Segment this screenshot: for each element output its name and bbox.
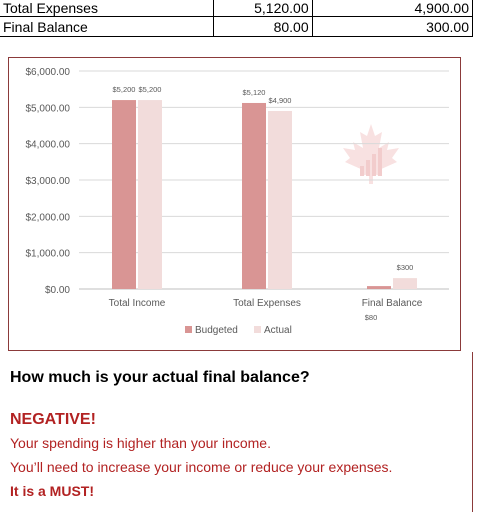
legend-swatch (254, 326, 261, 333)
data-label: $5,120 (242, 87, 266, 97)
data-label: $4,900 (268, 95, 292, 105)
explanation-line: Your spending is higher than your income. (10, 435, 271, 451)
y-tick-label: $4,000.00 (25, 139, 70, 151)
bar (112, 100, 136, 289)
legend-swatch (185, 326, 192, 333)
emphasis-line: It is a MUST! (10, 483, 95, 499)
bar (242, 103, 266, 289)
data-label: $5,200 (138, 85, 162, 95)
row-budgeted[interactable]: 5,120.00 (213, 0, 312, 17)
table-row (0, 0, 473, 17)
row-actual[interactable]: 4,900.00 (312, 0, 472, 17)
row-actual[interactable]: 300.00 (312, 17, 472, 37)
y-tick-label: $1,000.00 (25, 248, 70, 260)
data-label: $300 (396, 263, 414, 273)
verdict-label: NEGATIVE! (10, 411, 96, 428)
y-tick-label: $2,000.00 (25, 212, 70, 224)
row-label[interactable]: Final Balance (0, 17, 213, 37)
advice-line: You’ll need to increase your income or reduce your expenses. (10, 459, 393, 475)
legend-label: Budgeted (195, 325, 238, 336)
category-label: Total Expenses (233, 298, 301, 309)
bar (138, 100, 162, 289)
legend-label: Actual (264, 325, 292, 336)
row-budgeted[interactable]: 80.00 (213, 17, 312, 37)
question-heading: How much is your actual final balance? (10, 369, 310, 386)
data-label: $80 (364, 313, 378, 322)
data-label: $5,200 (112, 85, 136, 95)
bar-chart (9, 58, 462, 352)
chart-area[interactable] (8, 57, 461, 351)
y-tick-label: $6,000.00 (25, 67, 70, 78)
watermark-logo-icon (343, 124, 399, 184)
bar (393, 278, 417, 289)
bar (367, 286, 391, 289)
category-label: Total Income (108, 298, 166, 309)
row-label[interactable]: Total Expenses (0, 0, 213, 17)
y-tick-label: $3,000.00 (25, 176, 70, 187)
category-label: Final Balance (361, 298, 423, 309)
table-row (0, 17, 473, 37)
result-panel (0, 352, 473, 512)
bar (268, 111, 292, 289)
y-tick-label: $5,000.00 (25, 103, 70, 115)
y-tick-label: $0.00 (44, 285, 70, 296)
summary-table (0, 0, 473, 37)
